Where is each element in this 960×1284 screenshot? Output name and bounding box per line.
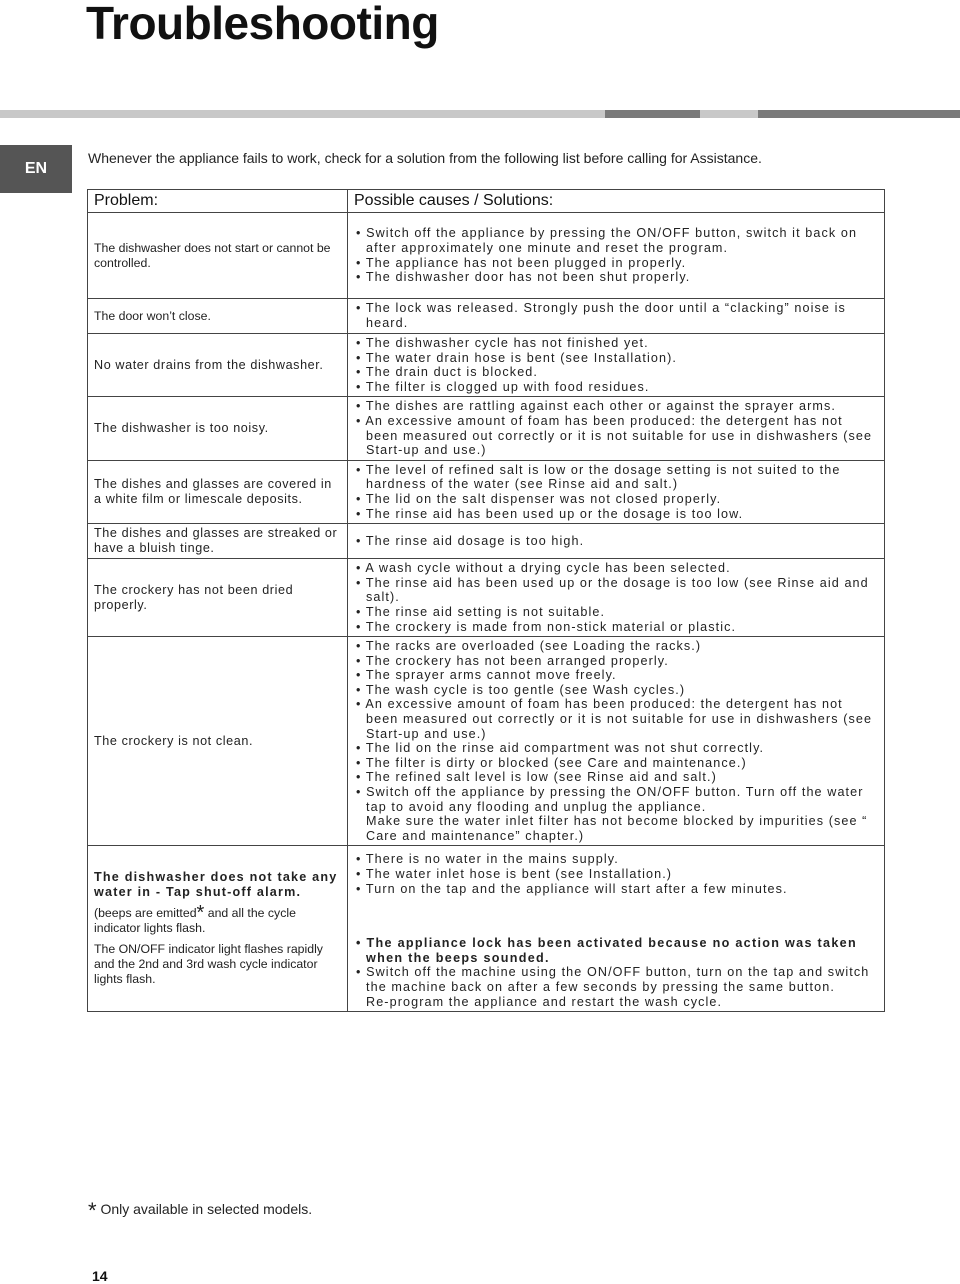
table-row: [88, 213, 885, 299]
solutions-cell: [348, 213, 885, 299]
table-row: [88, 397, 885, 460]
problem-cell: The crockery is not clean.: [88, 637, 348, 846]
footnote: [88, 1198, 312, 1224]
table-row: [88, 637, 885, 846]
problem-cell: The door won’t close.: [88, 299, 348, 334]
intro-text: Whenever the appliance fails to work, check for a solution from the following list before calling for Assistance.: [88, 150, 762, 166]
solution-item: • Turn on the tap and the appliance will start after a few minutes.: [354, 882, 878, 897]
problem-cell: The dishes and glasses are streaked or have a bluish tinge.: [88, 524, 348, 559]
solution-item: • The level of refined salt is low or the dosage setting is not suited to the hardness of the water (see Rinse aid and salt.): [354, 463, 878, 492]
solution-item: • The filter is clogged up with food residues.: [354, 380, 878, 395]
table-row: [88, 846, 885, 1012]
asterisk-mark: *: [88, 1198, 97, 1223]
solution-item: • The crockery is made from non-stick material or plastic.: [354, 620, 878, 635]
column-header-problem: Problem:: [88, 190, 348, 213]
problem-cell: [88, 846, 348, 1012]
solution-item: • The rinse aid setting is not suitable.: [354, 605, 878, 620]
solution-item: • A wash cycle without a drying cycle has been selected.: [354, 561, 878, 576]
solution-item: • The appliance has not been plugged in properly.: [354, 256, 878, 271]
solution-item: • The lock was released. Strongly push the door until a “clacking” noise is heard.: [354, 301, 878, 330]
beeps-note-start: (beeps are emitted: [94, 906, 197, 921]
problem-cell: The dishwasher is too noisy.: [88, 397, 348, 460]
solution-item: • The rinse aid has been used up or the dosage is too low (see Rinse aid and salt).: [354, 576, 878, 605]
table-row: [88, 460, 885, 523]
solution-item: • Switch off the appliance by pressing the ON/OFF button, switch it back on after approximately one minute and reset the program.: [354, 226, 878, 255]
page-number: 14: [92, 1268, 108, 1284]
solution-item: • The crockery has not been arranged properly.: [354, 654, 878, 669]
table-row: [88, 334, 885, 397]
solution-item: • An excessive amount of foam has been produced: the detergent has not been measured out correctly or it is not suitable for use in dishwashers (see Start-up and use.): [354, 414, 878, 458]
solution-item: • The water drain hose is bent (see Installation).: [354, 351, 878, 366]
solution-item: • Switch off the machine using the ON/OFF button, turn on the tap and switch the machine back on after a few seconds by pressing the same button.: [354, 965, 878, 994]
solutions-cell: [348, 299, 885, 334]
solutions-cell: [348, 397, 885, 460]
table-header-row: [88, 190, 885, 213]
solution-item: • The sprayer arms cannot move freely.: [354, 668, 878, 683]
solution-item: • An excessive amount of foam has been produced: the detergent has not been measured out correctly or it is not suitable for use in dishwashers (see Start-up and use.): [354, 697, 878, 741]
solution-item: • The lid on the rinse aid compartment was not shut correctly.: [354, 741, 878, 756]
table-row: [88, 524, 885, 559]
asterisk-mark: *: [196, 902, 205, 925]
header-rule: [605, 110, 700, 118]
beeps-note-end: and all the cycle indicator lights flash.: [94, 906, 296, 936]
solutions-cell: [348, 524, 885, 559]
solutions-cell: [348, 846, 885, 1012]
solution-item: • The racks are overloaded (see Loading the racks.): [354, 639, 878, 654]
solution-item: Re-program the appliance and restart the wash cycle.: [366, 994, 723, 1009]
beeps-note: [94, 902, 341, 936]
table-row: [88, 299, 885, 334]
solution-item: • The rinse aid has been used up or the dosage is too low.: [354, 507, 878, 522]
solution-item: • The refined salt level is low (see Rinse aid and salt.): [354, 770, 878, 785]
problem-title: The dishwasher does not take any water in - Tap shut-off alarm.: [94, 870, 338, 900]
footnote-text: Only available in selected models.: [100, 1201, 313, 1217]
onoff-note: The ON/OFF indicator light flashes rapidly and the 2nd and 3rd wash cycle indicator lights flash.: [94, 942, 323, 987]
problem-cell: No water drains from the dishwasher.: [88, 334, 348, 397]
problem-cell: The dishes and glasses are covered in a white film or limescale deposits.: [88, 460, 348, 523]
solutions-cell: [348, 559, 885, 637]
solution-item: • The rinse aid dosage is too high.: [354, 534, 878, 549]
problem-cell: The dishwasher does not start or cannot be controlled.: [88, 213, 348, 299]
solutions-cell: [348, 460, 885, 523]
solution-item: • The dishwasher door has not been shut properly.: [354, 270, 878, 285]
troubleshooting-table: [87, 189, 885, 1012]
solution-item: • The appliance lock has been activated because no action was taken when the beeps sounded.: [354, 936, 878, 965]
solution-item: • The lid on the salt dispenser was not closed properly.: [354, 492, 878, 507]
language-tab: EN: [0, 145, 72, 193]
solution-item: • The wash cycle is too gentle (see Wash cycles.): [354, 683, 878, 698]
solutions-cell: [348, 637, 885, 846]
solution-item: • The dishes are rattling against each other or against the sprayer arms.: [354, 399, 878, 414]
solution-item: • The filter is dirty or blocked (see Care and maintenance.): [354, 756, 878, 771]
page-title: Troubleshooting: [86, 0, 439, 49]
solution-item: • The dishwasher cycle has not finished yet.: [354, 336, 878, 351]
problem-cell: The crockery has not been dried properly.: [88, 559, 348, 637]
solution-item: • The water inlet hose is bent (see Installation.): [354, 867, 878, 882]
table-row: [88, 559, 885, 637]
solution-item: Make sure the water inlet filter has not become blocked by impurities (see “ Care and maintenance” chapter.): [366, 814, 868, 843]
header-rule: [758, 110, 960, 118]
solution-item: • Switch off the appliance by pressing the ON/OFF button. Turn off the water tap to avoid any flooding and unplug the appliance.: [354, 785, 878, 814]
header-rule: [0, 110, 605, 118]
solution-item: • The drain duct is blocked.: [354, 365, 878, 380]
solution-item: • There is no water in the mains supply.: [354, 852, 878, 867]
column-header-solutions: Possible causes / Solutions:: [348, 190, 885, 213]
solutions-cell: [348, 334, 885, 397]
header-rule: [700, 110, 758, 118]
